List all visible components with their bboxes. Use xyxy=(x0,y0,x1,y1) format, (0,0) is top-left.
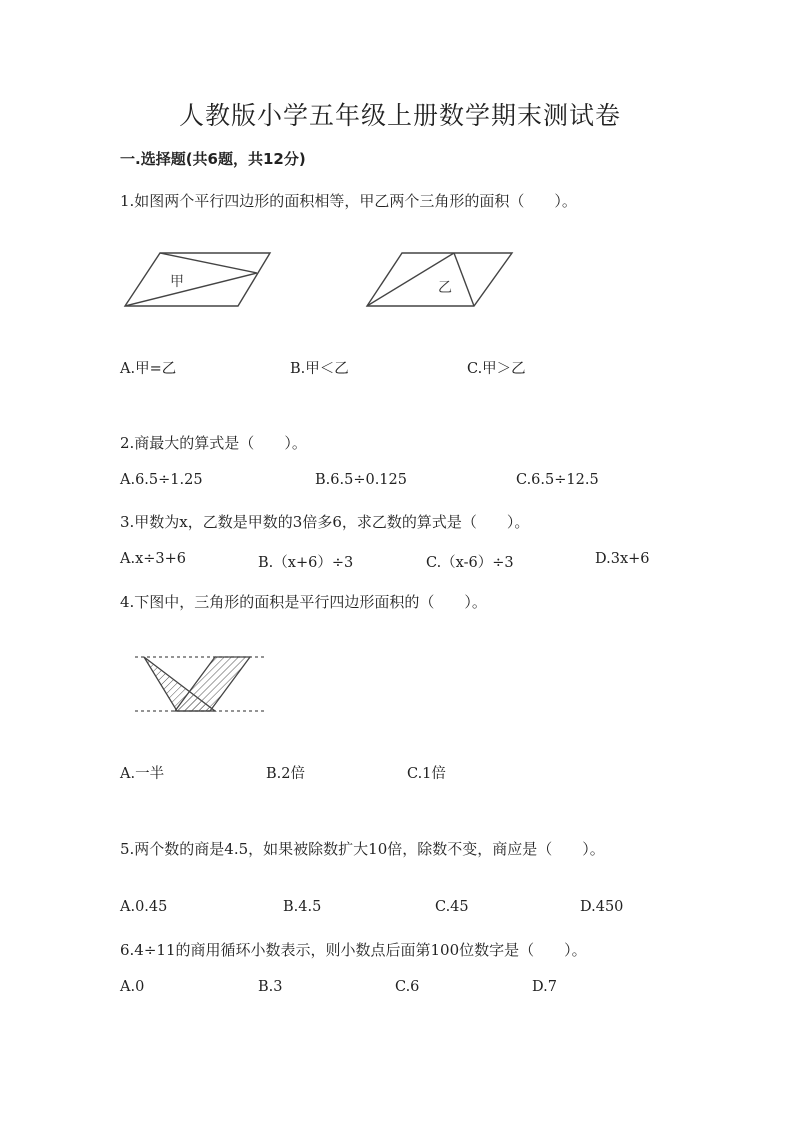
label-yi: 乙 xyxy=(438,280,452,296)
q5-option-a[interactable]: A.0.45 xyxy=(120,899,168,915)
q3-option-a[interactable]: A.x÷3+6 xyxy=(120,551,187,567)
q5-option-d[interactable]: D.450 xyxy=(580,899,624,915)
q1-option-a[interactable]: A.甲=乙 xyxy=(120,361,177,377)
question-2-stem: 2.商最大的算式是（ ）。 xyxy=(120,434,307,452)
q2-option-c[interactable]: C.6.5÷12.5 xyxy=(516,472,599,488)
q6-option-b[interactable]: B.3 xyxy=(258,979,283,995)
q1-figure-left xyxy=(120,248,280,312)
question-4-stem: 4.下图中，三角形的面积是平行四边形面积的（ ）。 xyxy=(120,593,487,611)
q4-figure xyxy=(130,652,270,718)
hatched-parallelogram xyxy=(175,657,250,711)
side-left xyxy=(160,253,257,273)
question-5-stem: 5.两个数的商是4.5，如果被除数扩大10倍，除数不变，商应是（ ）。 xyxy=(120,840,605,858)
q5-option-c[interactable]: C.45 xyxy=(435,899,469,915)
q1-option-c[interactable]: C.甲＞乙 xyxy=(467,361,526,377)
section-heading: 一.选择题(共6题，共12分) xyxy=(120,150,306,168)
label-jia: 甲 xyxy=(170,274,184,290)
q6-option-c[interactable]: C.6 xyxy=(395,979,420,995)
side-right xyxy=(454,253,474,306)
question-1-stem: 1.如图两个平行四边形的面积相等，甲乙两个三角形的面积（ ）。 xyxy=(120,192,577,210)
q2-option-a[interactable]: A.6.5÷1.25 xyxy=(120,472,203,488)
q2-option-b[interactable]: B.6.5÷0.125 xyxy=(315,472,407,488)
q4-option-a[interactable]: A.一半 xyxy=(120,766,165,782)
q4-option-b[interactable]: B.2倍 xyxy=(266,766,305,782)
q5-option-b[interactable]: B.4.5 xyxy=(283,899,322,915)
q6-option-d[interactable]: D.7 xyxy=(532,979,557,995)
diagonal-left xyxy=(125,273,257,306)
q4-option-c[interactable]: C.1倍 xyxy=(407,766,446,782)
page-title: 人教版小学五年级上册数学期末测试卷 xyxy=(178,101,621,130)
q3-option-d[interactable]: D.3x+6 xyxy=(595,551,650,567)
question-6-stem: 6.4÷11的商用循环小数表示，则小数点后面第100位数字是（ ）。 xyxy=(120,941,587,959)
q1-option-b[interactable]: B.甲＜乙 xyxy=(290,361,349,377)
q6-option-a[interactable]: A.0 xyxy=(120,979,145,995)
q1-figure-right xyxy=(362,248,518,312)
q3-option-c[interactable]: C.（x-6）÷3 xyxy=(426,555,514,571)
question-3-stem: 3.甲数为x，乙数是甲数的3倍多6，求乙数的算式是（ ）。 xyxy=(120,513,530,531)
q3-option-b[interactable]: B.（x+6）÷3 xyxy=(258,555,354,571)
